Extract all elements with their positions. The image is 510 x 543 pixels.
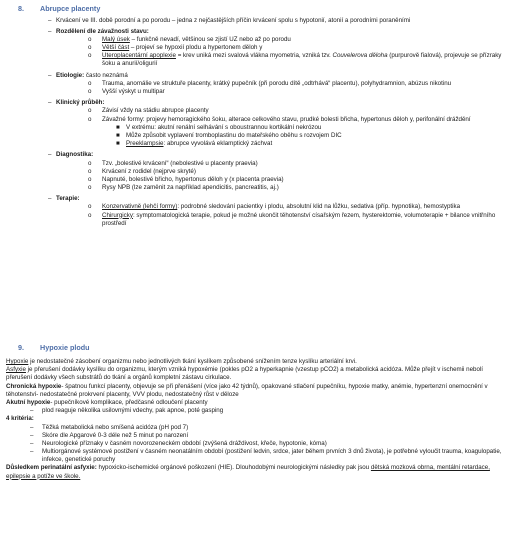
section-9-number: 9. <box>18 343 24 352</box>
acute-hypoxia-paragraph <box>6 399 504 407</box>
dash-marker: – <box>48 99 52 107</box>
therapy-item <box>18 203 504 211</box>
criteria-item <box>6 424 504 432</box>
diagnostics-item <box>18 168 504 176</box>
chronic-hypoxia-term: Chronická hypoxie <box>6 382 62 390</box>
square-marker: ■ <box>116 123 120 131</box>
acute-hypoxia-term: Akutní hypoxie <box>6 398 51 406</box>
clinical-subtext: : abrupce vyvolává eklamptický záchvat <box>163 140 273 148</box>
chronic-hypoxia-text: - špatnou funkcí placenty, objevuje se při přenášení (více jako 42 týdnů), opakované stlačení pupečníku, hypoxie matky, anémie, hypertenzní onemocnění v těhotenství- nedostatečné prokrvení placenty, VVV plodu, nedostatečný růst v děloze <box>6 382 488 398</box>
dash-marker: – <box>48 27 52 35</box>
consequences-term: Důsledkem perinatální asfyxie: <box>6 464 97 472</box>
diagnostics-heading <box>18 151 504 159</box>
square-marker: ■ <box>116 131 120 139</box>
clinical-subitem <box>18 132 504 140</box>
clinical-item <box>18 107 504 115</box>
clinical-subtext: V extrému: akutní renální selhávání s oboustrannou kortikální nekrózou <box>126 123 322 131</box>
clinical-title: Klinický průběh: <box>56 99 105 107</box>
square-marker: ■ <box>116 140 120 148</box>
diagnostics-title: Diagnostika: <box>56 151 94 159</box>
therapy-heading <box>18 195 504 203</box>
asphyxia-text: je přerušení dodávky kyslíku do organizmu, kterým vzniká hypoxémie (pokles pO2 a hyperkapnie (vzestup pCO2) a metabolická acidóza. Může přejít v ischemii nebolí přerušení dodávky všech substrátů do tkání a orgánů kompletní zástavu cirkulace. <box>6 366 484 382</box>
consequences-list: dětská mozková obrna, mentální retardace, epilepsie a potíže ve škole. <box>6 464 490 480</box>
clinical-subitem <box>18 140 504 148</box>
circle-marker: o <box>88 203 92 211</box>
hypoxia-text: je nedostatečné zásobení organizmu nebo jednotlivých tkání kyslíkem způsobené snížením tenze kyslíku arteriální krvi. <box>28 358 357 365</box>
classification-desc: = krev uniká mezi svalová vlákna myometria, vzniká tzv. <box>175 52 333 60</box>
criteria-text: Neurologické příznaky v časném novorozeneckém období (zvýšená dráždivost, křeče, hypotonie, kóma) <box>42 439 327 447</box>
dash-marker: – <box>48 71 52 79</box>
dash-marker: – <box>30 439 34 447</box>
dash-marker: – <box>30 407 34 415</box>
diagnostics-text: Napnuté, bolestivé břicho, hypertonus děloh y (x placenta praevia) <box>102 175 284 183</box>
circle-marker: o <box>88 35 92 43</box>
dash-marker: – <box>48 16 52 24</box>
circle-marker: o <box>88 175 92 183</box>
circle-marker: o <box>88 44 92 52</box>
diagnostics-text: Rysy NPB (lze zaměnit za například apendicitis, pancreatitis, aj.) <box>102 184 279 192</box>
etiology-text: Vyšší výskyt u multipar <box>102 88 165 95</box>
therapy-title: Terapie: <box>56 195 80 203</box>
therapy-term: Konzervativně (lehčí formy) <box>102 203 178 211</box>
circle-marker: o <box>88 167 92 175</box>
definition-item <box>18 17 504 25</box>
circle-marker: o <box>88 184 92 192</box>
classification-item <box>18 44 504 52</box>
dash-marker: – <box>30 448 34 456</box>
acute-hypoxia-text: - pupečníkové komplikace, předčasné odloučení placenty <box>50 398 208 406</box>
criteria-item <box>6 432 504 440</box>
circle-marker: o <box>88 159 92 167</box>
acute-hypoxia-item-text: plod reaguje několika usilovnými vdechy, pak apnoe, poté gasping <box>42 407 224 415</box>
clinical-subitem <box>18 124 504 132</box>
criteria-item <box>6 440 504 448</box>
circle-marker: o <box>88 107 92 115</box>
classification-title: Rozdělení dle závažnosti stavu: <box>56 27 149 35</box>
criteria-text: Skóre dle Apgarové 0-3 déle než 5 minut po narození <box>42 431 189 439</box>
criteria-item <box>6 448 504 464</box>
criteria-text: Multiorgánové systémové postižení v časném neonatálním období (postižení ledvin, srdce, jater během prvních 3 dnů života), je potřebné vyloučit trauma, koagulopatie, infekce, genetické poruchy <box>42 448 502 464</box>
asphyxia-paragraph <box>6 366 504 382</box>
definition-text: Krvácení ve III. době porodní a po porodu – jedna z nejčastějších příčin krvácení spolu s hypotonií, atonií a porodními poraněními <box>56 16 411 24</box>
chronic-hypoxia-paragraph <box>6 383 504 399</box>
section-9-body <box>6 358 504 481</box>
circle-marker: o <box>88 52 92 60</box>
clinical-text: Závažné formy: projevy hemoragického šoku, alterace celkového stavu, prudké bolesti břicha, hypertonus děloh y, perifonální dráždění <box>102 115 471 123</box>
clinical-text: Závisí vždy na stádiu abrupce placenty <box>102 107 209 115</box>
therapy-desc: : symptomatologická terapie, pokud je možné ukončit těhotenství císařským řezem, hysterektomie, volumoterapie + bilance vnitřního prostředí <box>102 211 496 227</box>
section-8-heading <box>18 4 504 14</box>
diagnostics-text: Tzv. „bolestivé krvácení“ (nebolestivé u placenty praevia) <box>102 159 258 167</box>
therapy-item <box>18 212 504 228</box>
therapy-desc: : podrobné sledování pacientky i plodu, absolutní klid na lůžku, sedativa (příp. hypnotika), hemostyptika <box>177 203 461 211</box>
classification-item <box>18 52 504 68</box>
hypoxia-term: Hypoxie <box>6 358 29 365</box>
section-8 <box>18 4 504 228</box>
etiology-title: Etiologie: <box>56 71 86 79</box>
dash-marker: – <box>48 195 52 203</box>
diagnostics-item <box>18 176 504 184</box>
classification-desc-end: (purpurově fialová), projevuje se přízraky šoku a anurií/oligurií <box>102 52 502 68</box>
section-8-number: 8. <box>18 4 24 13</box>
section-9 <box>18 343 504 353</box>
asphyxia-term: Asfyxie <box>6 366 26 374</box>
diagnostics-text: Krvácení z rodidel (nejprve skryté) <box>102 167 196 175</box>
section-8-title: Abrupce placenty <box>40 4 101 13</box>
section-9-title: Hypoxie plodu <box>40 343 90 352</box>
circle-marker: o <box>88 211 92 219</box>
classification-desc: – funkčně nevadí, většinou se zjistí UZ nebo až po porodu <box>129 35 291 43</box>
classification-desc: – projeví se hypoxií plodu a hypertonem děloh y <box>129 44 263 52</box>
classification-heading <box>18 28 504 36</box>
etiology-heading <box>18 72 504 80</box>
clinical-subtext: Může způsobit vyplavení tromboplastinu do mateřského oběhu s rozvojem DIC <box>126 131 342 139</box>
classification-term: Malý úsek <box>102 35 130 43</box>
acute-hypoxia-item <box>6 407 504 415</box>
dash-marker: – <box>30 431 34 439</box>
diagnostics-item <box>18 184 504 192</box>
diagnostics-item <box>18 160 504 168</box>
clinical-heading <box>18 99 504 107</box>
etiology-item <box>18 80 504 88</box>
consequences-paragraph <box>6 464 504 480</box>
circle-marker: o <box>88 115 92 123</box>
etiology-text: Trauma, anomálie ve struktuře placenty, krátký pupečník (při porodu dítě „odtrhává“ placentu), polyhydramnion, abúzus nikotinu <box>102 79 452 87</box>
classification-term: Větší část <box>102 44 130 52</box>
classification-term: Uteroplacentární apoplexie <box>102 52 176 60</box>
criteria-text: Těžká metabolická nebo smíšená acidóza (pH pod 7) <box>42 423 189 431</box>
dash-marker: – <box>30 423 34 431</box>
criteria-heading: 4 kritéria: <box>6 415 34 423</box>
etiology-item <box>18 88 504 96</box>
hypoxia-paragraph <box>6 358 504 366</box>
clinical-item <box>18 116 504 124</box>
etiology-lead: často neznámá <box>85 71 128 79</box>
section-9-heading <box>18 343 504 353</box>
circle-marker: o <box>88 88 92 95</box>
classification-item <box>18 36 504 44</box>
dash-marker: – <box>48 151 52 159</box>
clinical-subterm: Preeklampsie <box>126 140 164 148</box>
classification-italic: Couvelerova děloha <box>332 52 388 60</box>
consequences-text: hypoxicko-ischemické orgánové poškození (HIE). Dlouhodobými neurologickými následky pak jsou <box>96 464 371 472</box>
circle-marker: o <box>88 79 92 87</box>
therapy-term: Chirurgicky <box>102 211 133 219</box>
